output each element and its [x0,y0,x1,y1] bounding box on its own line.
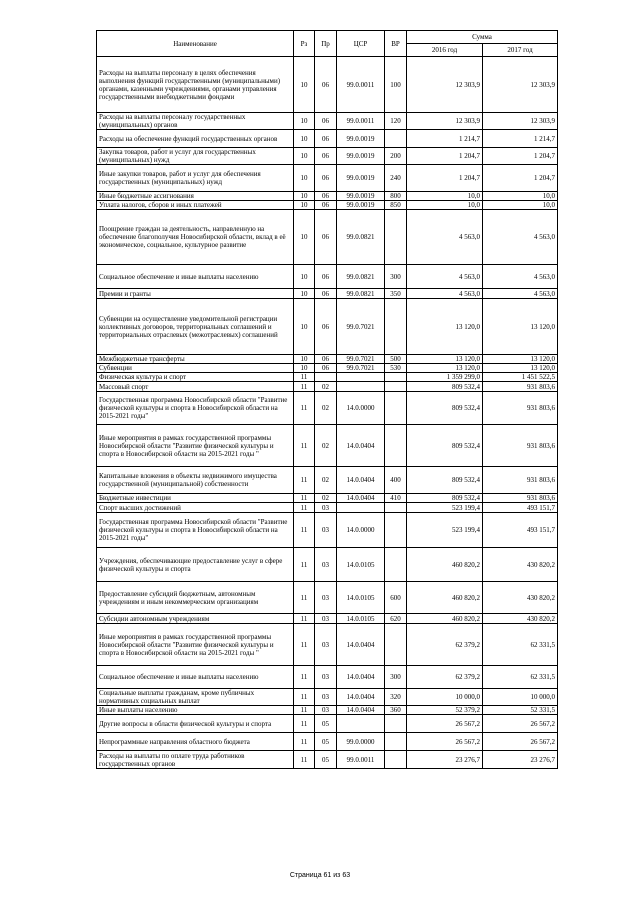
cell-pr: 06 [315,113,337,130]
cell-pr: 03 [315,624,337,666]
cell-s2016: 1 214,7 [407,130,483,148]
cell-s2017: 13 120,0 [483,364,558,373]
cell-csr: 14.0.0404 [337,467,385,494]
cell-s2017: 4 563,0 [483,265,558,289]
cell-rz: 11 [294,548,315,582]
cell-pr: 03 [315,666,337,689]
cell-rz: 10 [294,355,315,364]
table-row [97,392,558,425]
cell-csr: 99.0.0019 [337,148,385,165]
cell-name: Спорт высших достижений [97,503,294,513]
table-row [97,192,558,201]
header-sum: Сумма [407,31,558,44]
cell-name: Социальное обеспечение и иные выплаты населению [97,666,294,689]
cell-s2016: 13 120,0 [407,364,483,373]
cell-csr [337,382,385,392]
cell-pr: 02 [315,425,337,467]
cell-csr: 99.0.0011 [337,57,385,113]
cell-vr [385,548,407,582]
cell-s2016: 13 120,0 [407,355,483,364]
cell-s2016: 460 820,2 [407,614,483,624]
cell-pr: 06 [315,57,337,113]
cell-vr [385,299,407,355]
table-row [97,382,558,392]
table-row [97,666,558,689]
table-row [97,113,558,130]
cell-s2016: 1 359 299,0 [407,373,483,382]
cell-name: Иные закупки товаров, работ и услуг для обеспечения государственных (муниципальных) нужд [97,165,294,192]
cell-vr [385,733,407,751]
header-rz: Рз [294,31,315,57]
cell-name: Расходы на обеспечение функций государственных органов [97,130,294,148]
cell-rz: 11 [294,751,315,769]
cell-csr: 14.0.0105 [337,614,385,624]
cell-s2017: 430 820,2 [483,614,558,624]
cell-csr: 99.0.0821 [337,289,385,299]
cell-rz: 10 [294,299,315,355]
cell-s2016: 12 303,9 [407,113,483,130]
cell-s2017: 62 331,5 [483,624,558,666]
cell-rz: 11 [294,425,315,467]
cell-s2017: 931 803,6 [483,467,558,494]
table-row [97,289,558,299]
cell-s2016: 4 563,0 [407,210,483,265]
cell-vr [385,425,407,467]
header-year-2016: 2016 год [407,44,483,57]
table-body [97,57,558,769]
cell-name: Иные выплаты населению [97,706,294,715]
cell-s2016: 809 532,4 [407,392,483,425]
cell-name: Социальные выплаты гражданам, кроме публичных нормативных социальных выплат [97,689,294,706]
cell-csr: 99.0.7021 [337,355,385,364]
cell-rz: 10 [294,289,315,299]
cell-csr: 99.0.7021 [337,364,385,373]
table-row [97,751,558,769]
cell-vr [385,513,407,548]
cell-csr: 99.0.0011 [337,751,385,769]
table-row [97,165,558,192]
cell-name: Субвенции [97,364,294,373]
cell-name: Государственная программа Новосибирской области "Развитие физической культуры и спорта в Новосибирской области на 2015-2021 годы" [97,513,294,548]
cell-rz: 11 [294,666,315,689]
table-row [97,210,558,265]
cell-s2017: 13 120,0 [483,299,558,355]
cell-pr: 05 [315,751,337,769]
cell-csr [337,373,385,382]
cell-s2017: 430 820,2 [483,548,558,582]
cell-s2016: 52 379,2 [407,706,483,715]
cell-s2016: 62 379,2 [407,666,483,689]
cell-s2016: 460 820,2 [407,548,483,582]
cell-csr: 99.0.0011 [337,113,385,130]
table-row [97,467,558,494]
cell-csr: 99.0.0821 [337,265,385,289]
cell-name: Расходы на выплаты персоналу государственных (муниципальных) органов [97,113,294,130]
table-row [97,494,558,503]
cell-name: Физическая культура и спорт [97,373,294,382]
cell-csr: 14.0.0105 [337,582,385,614]
cell-rz: 11 [294,494,315,503]
cell-vr: 600 [385,582,407,614]
cell-name: Расходы на выплаты по оплате труда работников государственных органов [97,751,294,769]
cell-s2017: 4 563,0 [483,289,558,299]
cell-rz: 11 [294,706,315,715]
table-row [97,364,558,373]
cell-s2017: 931 803,6 [483,425,558,467]
cell-csr: 99.0.0019 [337,192,385,201]
cell-name: Массовый спорт [97,382,294,392]
table-row [97,582,558,614]
cell-name: Учреждения, обеспечивающие предоставление услуг в сфере физической культуры и спорта [97,548,294,582]
cell-csr: 99.0.0000 [337,733,385,751]
cell-s2017: 493 151,7 [483,503,558,513]
table-row [97,265,558,289]
cell-name: Бюджетные инвестиции [97,494,294,503]
cell-vr [385,373,407,382]
cell-vr: 300 [385,666,407,689]
cell-s2017: 1 204,7 [483,148,558,165]
cell-csr [337,715,385,733]
cell-s2016: 523 199,4 [407,503,483,513]
table-row [97,513,558,548]
cell-rz: 11 [294,614,315,624]
cell-vr [385,751,407,769]
cell-s2016: 809 532,4 [407,467,483,494]
cell-csr: 99.0.0019 [337,130,385,148]
cell-vr: 530 [385,364,407,373]
cell-name: Межбюджетные трансферты [97,355,294,364]
cell-csr: 14.0.0404 [337,425,385,467]
cell-name: Предоставление субсидий бюджетным, автономным учреждениям и иным некоммерческим организациям [97,582,294,614]
cell-pr: 03 [315,614,337,624]
cell-rz: 11 [294,467,315,494]
cell-rz: 10 [294,201,315,210]
cell-s2016: 10 000,0 [407,689,483,706]
cell-rz: 10 [294,364,315,373]
cell-s2017: 1 204,7 [483,165,558,192]
cell-rz: 11 [294,513,315,548]
cell-s2016: 62 379,2 [407,624,483,666]
cell-pr: 06 [315,192,337,201]
page-footer: Страница 61 из 63 [289,872,351,879]
cell-vr: 400 [385,467,407,494]
cell-vr [385,503,407,513]
header-csr: ЦСР [337,31,385,57]
cell-s2017: 13 120,0 [483,355,558,364]
cell-s2017: 931 803,6 [483,494,558,503]
cell-s2016: 460 820,2 [407,582,483,614]
cell-csr: 14.0.0000 [337,513,385,548]
cell-pr: 03 [315,513,337,548]
cell-rz: 11 [294,624,315,666]
cell-s2016: 523 199,4 [407,513,483,548]
cell-rz: 10 [294,113,315,130]
cell-csr: 99.0.0019 [337,165,385,192]
cell-vr: 100 [385,57,407,113]
cell-csr: 99.0.0821 [337,210,385,265]
cell-s2017: 10,0 [483,201,558,210]
cell-name: Иные бюджетные ассигнования [97,192,294,201]
cell-rz: 10 [294,192,315,201]
header-year-2017: 2017 год [483,44,558,57]
cell-name: Уплата налогов, сборов и иных платежей [97,201,294,210]
cell-pr: 03 [315,582,337,614]
cell-s2017: 1 214,7 [483,130,558,148]
cell-s2017: 26 567,2 [483,733,558,751]
cell-csr: 99.0.0019 [337,201,385,210]
cell-rz: 10 [294,148,315,165]
table-row [97,614,558,624]
cell-vr [385,210,407,265]
budget-table [96,30,558,769]
cell-vr: 350 [385,289,407,299]
table-row [97,57,558,113]
cell-rz: 10 [294,130,315,148]
cell-s2017: 10,0 [483,192,558,201]
table-row [97,733,558,751]
cell-s2017: 62 331,5 [483,666,558,689]
cell-csr: 99.0.7021 [337,299,385,355]
cell-s2017: 493 151,7 [483,513,558,548]
cell-vr: 800 [385,192,407,201]
cell-s2016: 12 303,9 [407,57,483,113]
table-row [97,503,558,513]
cell-pr: 03 [315,706,337,715]
cell-vr: 120 [385,113,407,130]
header-name: Наименование [97,31,294,57]
cell-pr: 02 [315,392,337,425]
cell-rz: 11 [294,715,315,733]
cell-csr: 14.0.0404 [337,689,385,706]
cell-rz: 11 [294,382,315,392]
cell-s2016: 10,0 [407,201,483,210]
cell-vr: 300 [385,265,407,289]
table-row [97,373,558,382]
cell-pr: 03 [315,503,337,513]
table-row [97,425,558,467]
cell-s2017: 23 276,7 [483,751,558,769]
cell-rz: 10 [294,165,315,192]
cell-name: Расходы на выплаты персоналу в целях обеспечения выполнения функций государственными (муниципальными) органами, казенными учреждениями, органами управления государственными внебюджетными фондами [97,57,294,113]
cell-name: Социальное обеспечение и иные выплаты населению [97,265,294,289]
cell-name: Субвенции на осуществление уведомительной регистрации коллективных договоров, территориальных соглашений и территориальных отраслевых (межотраслевых) соглашений [97,299,294,355]
table-row [97,299,558,355]
cell-name: Непрограммные направления областного бюджета [97,733,294,751]
cell-vr: 850 [385,201,407,210]
cell-rz: 11 [294,689,315,706]
cell-s2016: 26 567,2 [407,715,483,733]
cell-rz: 10 [294,265,315,289]
table-row [97,355,558,364]
cell-s2017: 430 820,2 [483,582,558,614]
header-vr: ВР [385,31,407,57]
cell-name: Закупка товаров, работ и услуг для государственных (муниципальных) нужд [97,148,294,165]
cell-vr: 320 [385,689,407,706]
cell-csr: 14.0.0404 [337,494,385,503]
cell-s2016: 809 532,4 [407,382,483,392]
cell-name: Государственная программа Новосибирской области "Развитие физической культуры и спорта в Новосибирской области на 2015-2021 годы" [97,392,294,425]
cell-pr: 06 [315,148,337,165]
cell-pr: 06 [315,201,337,210]
cell-vr: 200 [385,148,407,165]
cell-pr: 03 [315,548,337,582]
cell-s2017: 52 331,5 [483,706,558,715]
table-row [97,548,558,582]
cell-s2016: 809 532,4 [407,494,483,503]
cell-s2016: 26 567,2 [407,733,483,751]
cell-rz: 11 [294,582,315,614]
cell-vr: 410 [385,494,407,503]
cell-vr [385,130,407,148]
cell-name: Иные мероприятия в рамках государственной программы Новосибирской области "Развитие физической культуры и спорта в Новосибирской области на 2015-2021 годы " [97,624,294,666]
cell-pr: 03 [315,689,337,706]
header-pr: Пр [315,31,337,57]
cell-s2017: 931 803,6 [483,392,558,425]
cell-name: Другие вопросы в области физической культуры и спорта [97,715,294,733]
cell-pr: 06 [315,355,337,364]
cell-pr: 06 [315,364,337,373]
table-row [97,130,558,148]
cell-vr: 240 [385,165,407,192]
cell-name: Капитальные вложения в объекты недвижимого имущества государственной (муниципальной) собственности [97,467,294,494]
cell-pr: 06 [315,299,337,355]
cell-s2017: 4 563,0 [483,210,558,265]
cell-rz: 11 [294,392,315,425]
table-row [97,201,558,210]
cell-csr: 14.0.0404 [337,666,385,689]
cell-csr: 14.0.0105 [337,548,385,582]
cell-pr: 06 [315,130,337,148]
cell-rz: 10 [294,210,315,265]
cell-s2017: 12 303,9 [483,57,558,113]
cell-s2017: 1 451 522,5 [483,373,558,382]
cell-csr: 14.0.0000 [337,392,385,425]
cell-rz: 10 [294,57,315,113]
cell-vr [385,624,407,666]
cell-s2016: 10,0 [407,192,483,201]
cell-s2016: 809 532,4 [407,425,483,467]
cell-csr: 14.0.0404 [337,624,385,666]
cell-name: Иные мероприятия в рамках государственной программы Новосибирской области "Развитие физической культуры и спорта в Новосибирской области на 2015-2021 годы " [97,425,294,467]
cell-pr [315,373,337,382]
cell-pr: 02 [315,494,337,503]
table-row [97,706,558,715]
cell-rz: 11 [294,503,315,513]
cell-s2016: 23 276,7 [407,751,483,769]
cell-vr: 500 [385,355,407,364]
cell-name: Премии и гранты [97,289,294,299]
cell-s2017: 931 803,6 [483,382,558,392]
cell-vr: 360 [385,706,407,715]
cell-s2016: 1 204,7 [407,165,483,192]
cell-pr: 02 [315,382,337,392]
cell-pr: 02 [315,467,337,494]
table-row [97,689,558,706]
cell-rz: 11 [294,373,315,382]
cell-csr: 14.0.0404 [337,706,385,715]
cell-pr: 06 [315,210,337,265]
cell-s2017: 12 303,9 [483,113,558,130]
cell-name: Субсидии автономным учреждениям [97,614,294,624]
table-row [97,624,558,666]
cell-vr [385,382,407,392]
table-row [97,715,558,733]
cell-name: Поощрение граждан за деятельность, направленную на обеспечение благополучия Новосибирской области, вклад в её экономическое, социальное, культурное развитие [97,210,294,265]
cell-rz: 11 [294,733,315,751]
cell-s2017: 10 000,0 [483,689,558,706]
cell-s2016: 4 563,0 [407,265,483,289]
cell-vr [385,392,407,425]
cell-pr: 06 [315,289,337,299]
cell-pr: 05 [315,715,337,733]
cell-s2016: 4 563,0 [407,289,483,299]
cell-pr: 05 [315,733,337,751]
cell-csr [337,503,385,513]
cell-s2016: 13 120,0 [407,299,483,355]
cell-pr: 06 [315,265,337,289]
cell-vr [385,715,407,733]
cell-pr: 06 [315,165,337,192]
cell-s2017: 26 567,2 [483,715,558,733]
cell-s2016: 1 204,7 [407,148,483,165]
cell-vr: 620 [385,614,407,624]
table-row [97,148,558,165]
